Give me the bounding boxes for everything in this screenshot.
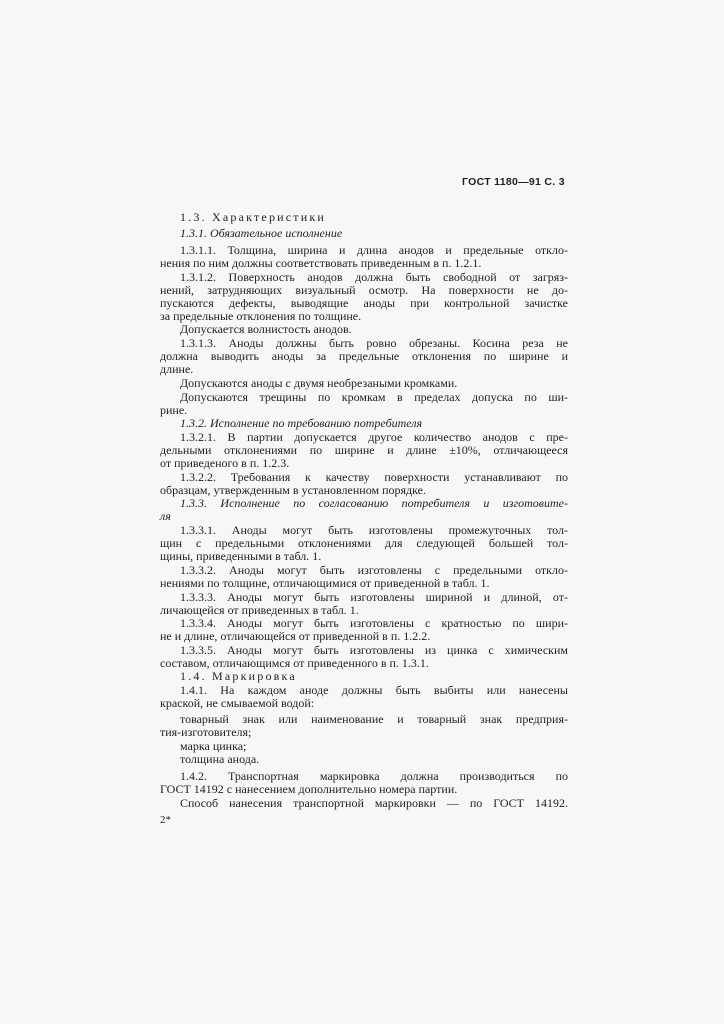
text-line: 1.3.1.2. Поверхность анодов должна быть свободной от загряз-	[180, 270, 568, 284]
text-line: Допускаются аноды с двумя необрезаными кромками.	[180, 376, 458, 390]
text-line: 1.4. Маркировка	[180, 669, 297, 683]
text-line: 1.4.1. На каждом аноде должны быть выбиты или нанесены	[180, 683, 568, 697]
text-line: 1.3.2.1. В партии допускается другое количество анодов с пре-	[180, 430, 568, 444]
text-line: марка цинка;	[180, 739, 247, 753]
text-line: тия-изготовителя;	[160, 725, 252, 739]
text-line: 1.3.2. Исполнение по требованию потребителя	[180, 416, 423, 430]
text-line: щин с предельными отклонениями для следующей большей тол-	[160, 536, 568, 550]
page-footer-mark: 2*	[160, 814, 171, 826]
text-line: нения по ним должны соответствовать приведенным в п. 1.2.1.	[160, 256, 482, 270]
text-line: за предельные отклонения по толщине.	[160, 309, 362, 323]
text-line: Допускаются трещины по кромкам в пределах допуска по ши-	[180, 390, 568, 404]
text-line: 1.4.2. Транспортная маркировка должна производиться по	[180, 769, 568, 783]
text-line: составом, отличающимся от приведенного в п. 1.3.1.	[160, 656, 429, 670]
text-line: личающейся от приведенных в табл. 1.	[160, 603, 359, 617]
text-line: 1.3.2.2. Требования к качеству поверхности устанавливают по	[180, 470, 568, 484]
text-line: 1.3.3.2. Аноды могут быть изготовлены с предельными откло-	[180, 563, 568, 577]
text-line: нениями по толщине, отличающимися от приведенной в табл. 1.	[160, 576, 490, 590]
text-line: Способ нанесения транспортной маркировки — по ГОСТ 14192.	[180, 796, 568, 810]
text-line: 1.3.3.5. Аноды могут быть изготовлены из цинка с химическим	[180, 643, 568, 657]
page-header-code: ГОСТ 1180—91 С. 3	[462, 176, 565, 188]
text-line: пускаются дефекты, выводящие аноды при контрольной зачистке	[160, 296, 568, 310]
text-line: 1.3.1.3. Аноды должны быть ровно обрезаны. Косина реза не	[180, 336, 568, 350]
text-line: длине.	[160, 362, 194, 376]
text-line: 1.3.3.3. Аноды могут быть изготовлены шириной и длиной, от-	[180, 590, 568, 604]
text-line: щины, приведенными в табл. 1.	[160, 549, 322, 563]
text-line: не и длине, отличающейся от приведенной в п. 1.2.2.	[160, 629, 431, 643]
text-line: нений, затрудняющих визуальный осмотр. На поверхности не до-	[160, 283, 568, 297]
text-line: 1.3.1. Обязательное исполнение	[180, 226, 343, 240]
text-line: 1.3.1.1. Толщина, ширина и длина анодов и предельные откло-	[180, 243, 568, 257]
text-line: 1.3.3.4. Аноды могут быть изготовлены с кратностью по шири-	[180, 616, 568, 630]
text-line: образцам, утвержденным в установленном порядке.	[160, 483, 426, 497]
text-line: товарный знак или наименование и товарный знак предприя-	[180, 712, 568, 726]
text-line: краской, не смываемой водой:	[160, 696, 315, 710]
text-line: толщина анода.	[180, 752, 260, 766]
text-line: 1.3.3.1. Аноды могут быть изготовлены промежуточных тол-	[180, 523, 568, 537]
text-line: 1.3.3. Исполнение по согласованию потребителя и изготовите-	[180, 496, 568, 510]
text-line: рине.	[160, 403, 188, 417]
text-line: должна выводить аноды за предельные отклонения по ширине и	[160, 349, 568, 363]
text-line: ля	[160, 509, 171, 523]
text-line: Допускается волнистость анодов.	[180, 322, 352, 336]
text-line: 1.3. Характеристики	[180, 210, 327, 224]
text-line: дельными отклонениями по ширине и длине ±10%, отличающееся	[160, 443, 568, 457]
text-line: от приведеного в п. 1.2.3.	[160, 456, 290, 470]
text-line: ГОСТ 14192 с нанесением дополнительно номера партии.	[160, 782, 458, 796]
